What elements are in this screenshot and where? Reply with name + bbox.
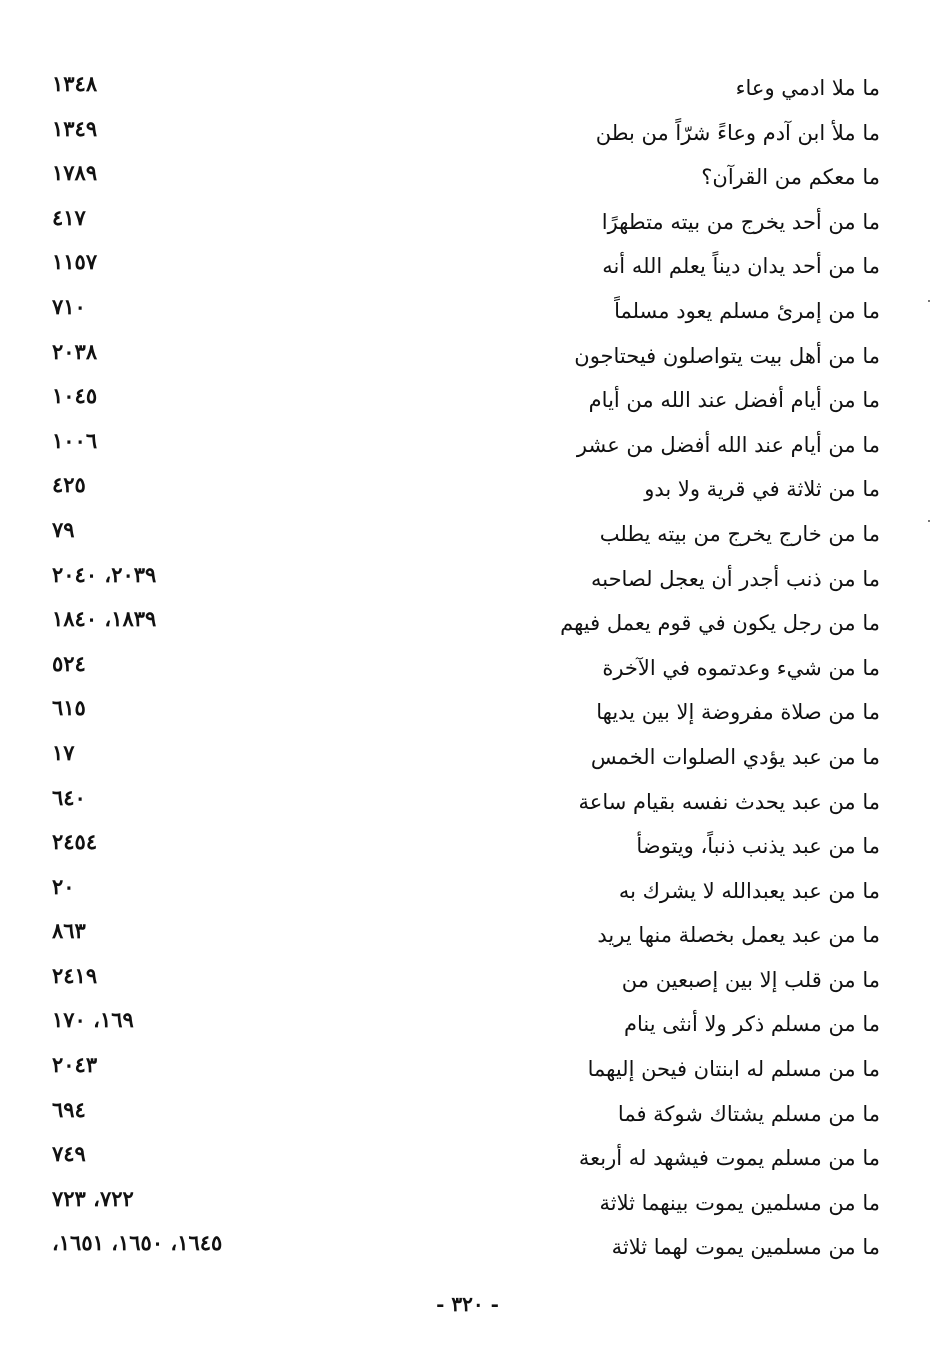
- entry-phrase: ما ملا ادمي وعاء: [735, 76, 880, 100]
- entry-references: ٧٤٩: [52, 1141, 86, 1167]
- entry-references: ٤٢٥: [52, 472, 86, 498]
- entry-references: ٤١٧: [52, 204, 86, 230]
- entry-references: ١٦٤٥، ١٦٥٠، ١٦٥١،: [52, 1230, 223, 1256]
- entry-phrase: ما من شيء وعدتموه في الآخرة: [602, 655, 880, 680]
- entry-references: ٨٦٣: [52, 918, 86, 944]
- index-entry: [40, 1136, 880, 1181]
- index-entry: [40, 780, 880, 825]
- entry-phrase: ما من عبد يؤدي الصلوات الخمس: [590, 744, 880, 769]
- entry-references: ١٠٤٥: [52, 383, 98, 409]
- entry-references: ٢٠٣٩، ٢٠٤٠: [52, 561, 157, 587]
- entry-phrase: ما من أيام عند الله أفضل من عشر: [576, 432, 880, 457]
- index-entry: [40, 467, 880, 512]
- index-entry: [40, 289, 880, 334]
- entry-references: ١٣٤٨: [52, 71, 98, 96]
- index-entry: [40, 334, 880, 379]
- entry-phrase: ما من خارج يخرج من بيته يطلب: [599, 521, 880, 546]
- index-entry: [40, 378, 880, 423]
- index-entry: [40, 1181, 880, 1226]
- entry-references: ١١٥٧: [52, 249, 98, 275]
- index-entry: [40, 244, 880, 289]
- index-list: [40, 66, 880, 1270]
- entry-references: ١٣٤٩: [52, 115, 98, 141]
- entry-references: ٢٤١٩: [52, 962, 98, 988]
- entry-phrase: ما من مسلم يموت فيشهد له أربعة: [578, 1146, 880, 1171]
- index-entry: [40, 1002, 880, 1047]
- index-entry: [40, 200, 880, 245]
- index-entry: [40, 423, 880, 468]
- index-entry: [40, 155, 880, 200]
- entry-references: ٢٠: [52, 873, 75, 899]
- entry-phrase: ما من عبد يعمل بخصلة منها يريد: [597, 923, 880, 948]
- entry-references: ٦١٥: [52, 695, 86, 721]
- entry-phrase: ما من مسلم له ابنتان فيحن إليهما: [587, 1057, 880, 1082]
- entry-phrase: ما من رجل يكون في قوم يعمل فيهم: [560, 611, 880, 636]
- entry-phrase: ما من قلب إلا بين إصبعين من: [621, 967, 880, 992]
- index-entry: [40, 690, 880, 735]
- entry-references: ٦٤٠: [52, 784, 86, 810]
- index-entry: [40, 1092, 880, 1137]
- entry-phrase: ما من مسلم يشتاك شوكة فما: [617, 1101, 880, 1126]
- entry-phrase: ما من ذنب أجدر أن يعجل لصاحبه: [590, 566, 880, 591]
- entry-references: ٢٤٥٤: [52, 829, 98, 855]
- index-entry: [40, 869, 880, 914]
- entry-references: ١٧: [52, 739, 75, 765]
- index-entry: [40, 557, 880, 602]
- entry-phrase: ما من أهل بيت يتواصلون فيحتاجون: [574, 343, 880, 368]
- entry-phrase: ما من مسلم ذكر ولا أنثى ينام: [624, 1012, 880, 1037]
- entry-phrase: ما ملأ ابن آدم وعاءً شرّاً من بطن: [595, 120, 880, 145]
- index-entry: [40, 1047, 880, 1092]
- entry-phrase: ما من عبد يحدث نفسه بقيام ساعة: [578, 789, 880, 814]
- entry-references: ١٨٣٩، ١٨٤٠: [52, 606, 157, 632]
- entry-phrase: ما معكم من القرآن؟: [701, 165, 880, 190]
- entry-references: ٧١٠: [52, 293, 86, 319]
- entry-phrase: ما من إمرئ مسلم يعود مسلماً: [614, 298, 880, 323]
- index-entry: [40, 824, 880, 869]
- entry-references: ٥٢٤: [52, 650, 86, 676]
- entry-references: ٢٠٣٨: [52, 338, 98, 364]
- entry-phrase: ما من صلاة مفروضة إلا بين يديها: [596, 700, 880, 725]
- entry-references: ١٧٨٩: [52, 160, 98, 186]
- entry-phrase: ما من أحد يخرج من بيته متطهرًا: [601, 209, 880, 234]
- entry-references: ١٦٩، ١٧٠: [52, 1007, 134, 1033]
- index-entry: [40, 512, 880, 557]
- entry-phrase: ما من مسلمين يموت لهما ثلاثة: [611, 1235, 880, 1260]
- index-entry: [40, 66, 880, 111]
- scan-speck: [928, 520, 930, 522]
- entry-phrase: ما من أيام أفضل عند الله من أيام: [588, 388, 880, 413]
- entry-phrase: ما من أحد يدان ديناً يعلم الله أنه: [602, 254, 880, 279]
- scan-speck: [928, 300, 930, 302]
- index-entry: [40, 646, 880, 691]
- entry-phrase: ما من ثلاثة في قرية ولا بدو: [644, 477, 880, 502]
- entry-phrase: ما من عبد يذنب ذنباً، ويتوضأ: [636, 834, 880, 859]
- index-entry: [40, 735, 880, 780]
- index-entry: [40, 958, 880, 1003]
- entry-references: ٧٢٢، ٧٢٣: [52, 1185, 134, 1211]
- index-entry: [40, 111, 880, 156]
- entry-phrase: ما من مسلمين يموت بينهما ثلاثة: [599, 1190, 880, 1215]
- index-entry: [40, 913, 880, 958]
- page-number: - ٣٢٠ -: [436, 1292, 499, 1316]
- index-entry: [40, 601, 880, 646]
- entry-references: ١٠٠٦: [52, 427, 98, 453]
- entry-references: ٢٠٤٣: [52, 1052, 98, 1078]
- index-entry: [40, 1225, 880, 1270]
- entry-references: ٦٩٤: [52, 1096, 86, 1122]
- entry-references: ٧٩: [52, 516, 75, 542]
- entry-phrase: ما من عبد يعبدالله لا يشرك به: [618, 878, 880, 903]
